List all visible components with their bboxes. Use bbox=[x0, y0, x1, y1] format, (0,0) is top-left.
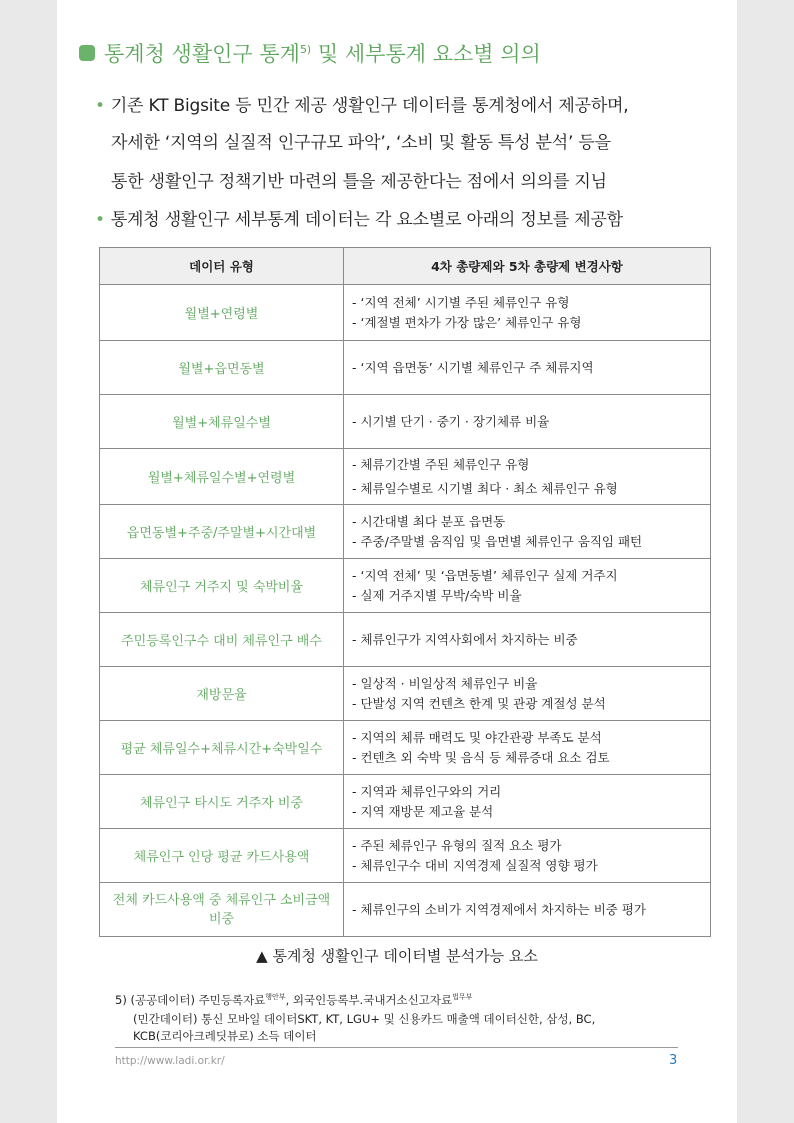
header-data-type: 데이터 유형 bbox=[100, 248, 344, 285]
table-row bbox=[100, 829, 711, 883]
cell-desc: - 시간대별 최다 분포 읍면동 - 주중/주말별 움직임 및 읍면별 체류인구 움직임 패턴 bbox=[344, 505, 711, 559]
table-row bbox=[100, 721, 711, 775]
cell-desc: - 주된 체류인구 유형의 질적 요소 평가 - 체류인구수 대비 지역경제 실질적 영향 평가 bbox=[344, 829, 711, 883]
cell-desc: - ‘지역 전체’ 및 ‘읍면동별’ 체류인구 실제 거주지 - 실제 거주지별 무박/숙박 비율 bbox=[344, 559, 711, 613]
bullet-dot-icon: • bbox=[95, 210, 105, 230]
footer-url[interactable]: http://www.ladi.or.kr/ bbox=[115, 1055, 225, 1067]
bullet-dot-icon: • bbox=[95, 96, 105, 116]
footnote-line-2: (민간데이터) 통신 모바일 데이터SKT, KT, LGU+ 및 신용카드 매출액 데이터신한, 삼성, BC, bbox=[133, 1012, 596, 1026]
cell-type: 월별+연령별 bbox=[100, 285, 344, 341]
footnote-line-1: 5) (공공데이터) 주민등록자료$^{행안부}$, 외국인등록부.국내거소신고자료$^{법무부}$ bbox=[115, 993, 473, 1007]
cell-desc: - 체류인구의 소비가 지역경제에서 차지하는 비중 평가 bbox=[344, 883, 711, 937]
bullet-1-line-3: 통한 생활인구 정책기반 마련의 틀을 제공한다는 점에서 의의를 지님 bbox=[111, 172, 607, 192]
cell-type: 체류인구 인당 평균 카드사용액 bbox=[100, 829, 344, 883]
cell-desc: - ‘지역 전체’ 시기별 주된 체류인구 유형 - ‘계절별 편차가 가장 많은’ 체류인구 유형 bbox=[344, 285, 711, 341]
section-heading bbox=[79, 38, 541, 68]
table-row bbox=[100, 285, 711, 341]
table-caption: ▲ 통계청 생활인구 데이터별 분석가능 요소 bbox=[256, 947, 538, 965]
table-header-row bbox=[100, 248, 711, 285]
cell-desc: - ‘지역 읍면동’ 시기별 체류인구 주 체류지역 bbox=[344, 341, 711, 395]
cell-type: 전체 카드사용액 중 체류인구 소비금액 비중 bbox=[100, 883, 344, 937]
green-square-icon bbox=[79, 45, 95, 61]
bullet-1: • 기존 KT Bigsite 등 민간 제공 생활인구 데이터를 통계청에서 제공하며, bbox=[95, 96, 629, 116]
table-row bbox=[100, 883, 711, 937]
data-type-table bbox=[99, 247, 711, 937]
heading-title-rest: 및 세부통계 요소별 의의 bbox=[317, 42, 541, 66]
cell-desc: - 체류인구가 지역사회에서 차지하는 비중 bbox=[344, 613, 711, 667]
cell-desc: - 지역과 체류인구와의 거리 - 지역 재방문 제고율 분석 bbox=[344, 775, 711, 829]
table-row bbox=[100, 667, 711, 721]
cell-type: 월별+체류일수별 bbox=[100, 395, 344, 449]
footer-divider bbox=[115, 1047, 678, 1048]
cell-desc: - 일상적 · 비일상적 체류인구 비율 - 단발성 지역 컨텐츠 한계 및 관광 계절성 분석 bbox=[344, 667, 711, 721]
table-row bbox=[100, 341, 711, 395]
table-row bbox=[100, 449, 711, 505]
table-row bbox=[100, 559, 711, 613]
cell-desc: - 체류기간별 주된 체류인구 유형 - 체류일수별로 시기별 최다 · 최소 체류인구 유형 bbox=[344, 449, 711, 505]
footnote-line-3: KCB(코리아크레딧뷰로) 소득 데이터 bbox=[133, 1029, 317, 1043]
table-row bbox=[100, 505, 711, 559]
header-changes: 4차 총량제와 5차 총량제 변경사항 bbox=[344, 248, 711, 285]
heading-title: 통계청 생활인구 통계 bbox=[104, 42, 300, 66]
document-page bbox=[57, 0, 737, 1123]
footnote-ref: 5) bbox=[299, 42, 312, 56]
cell-desc: - 시기별 단기 · 중기 · 장기체류 비율 bbox=[344, 395, 711, 449]
cell-type: 체류인구 타시도 거주자 비중 bbox=[100, 775, 344, 829]
cell-desc: - 지역의 체류 매력도 및 야간관광 부족도 분석 - 컨텐츠 외 숙박 및 음식 등 체류증대 요소 검토 bbox=[344, 721, 711, 775]
cell-type: 읍면동별+주중/주말별+시간대별 bbox=[100, 505, 344, 559]
bullet-1-line-2: 자세한 ‘지역의 실질적 인구규모 파악’, ‘소비 및 활동 특성 분석’ 등을 bbox=[111, 133, 611, 153]
cell-type: 평균 체류일수+체류시간+숙박일수 bbox=[100, 721, 344, 775]
cell-type: 주민등록인구수 대비 체류인구 배수 bbox=[100, 613, 344, 667]
table-row bbox=[100, 395, 711, 449]
bullet-2: • 통계청 생활인구 세부통계 데이터는 각 요소별로 아래의 정보를 제공함 bbox=[95, 210, 623, 230]
table-row bbox=[100, 613, 711, 667]
table-row bbox=[100, 775, 711, 829]
cell-type: 월별+체류일수별+연령별 bbox=[100, 449, 344, 505]
cell-type: 체류인구 거주지 및 숙박비율 bbox=[100, 559, 344, 613]
cell-type: 재방문율 bbox=[100, 667, 344, 721]
page-number: 3 bbox=[669, 1053, 678, 1068]
cell-type: 월별+읍면동별 bbox=[100, 341, 344, 395]
